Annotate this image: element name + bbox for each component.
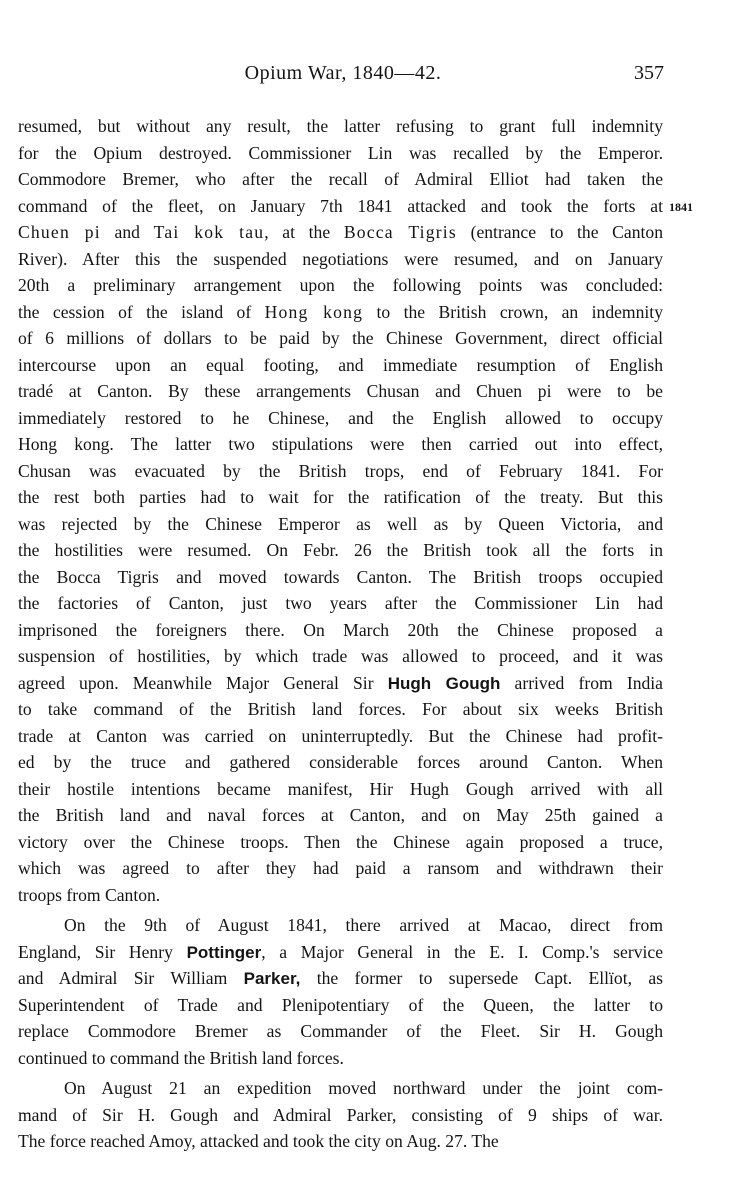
text-run: replace Commodore Bremer as Commander of the Fleet. Sir H. Gough [18,1021,663,1041]
text-run: England, Sir Henry [18,941,187,962]
text-line [18,272,663,299]
text-line [18,299,663,326]
text-line [18,882,663,909]
text-run: and [100,222,154,242]
text-run: continued to command the British land forces. [18,1047,344,1068]
spaced-place-name: Chuen pi [18,222,101,242]
text-run: the rest both parties had to wait for the ratification of the treaty. But this [18,487,663,507]
text-line [18,749,663,776]
text-run: Chusan was evacuated by the British trops, end of February 1841. For [18,460,663,481]
text-run: Superintendent of Trade and Plenipotentiary of the Queen, the latter to [18,994,663,1015]
text-run: the cession of the island of [18,301,265,322]
text-run: imprisoned the foreigners there. On March 20th the Chinese proposed a [18,619,663,640]
text-line [18,246,663,273]
text-run: the former to supersede Capt. Ellïot, as [300,968,663,988]
text-line [18,590,663,617]
text-run: to the British crown, an indemnity [363,301,663,322]
emphasized-name: Pottinger [186,942,262,962]
text-run: the factories of Canton, just two years after the Commissioner Lin had [18,593,663,613]
text-line [18,696,663,723]
text-line [18,829,663,856]
text-run: (entrance to the Canton [456,222,664,242]
emphasized-name: Parker, [243,969,301,988]
text-run: the hostilities were resumed. On Febr. 26 the British took all the forts in [18,540,663,560]
body-text [18,113,663,1155]
text-line [18,113,663,140]
text-line [18,1018,663,1045]
text-run: trade at Canton was carried on uninterruptedly. But the Chinese had profit- [18,725,663,746]
text-run: which was agreed to after they had paid a ransom and withdrawn their [18,858,663,878]
text-line [18,939,663,966]
text-line [18,1045,663,1072]
text-run: On August 21 an expedition moved northward under the joint com- [64,1078,663,1098]
text-run: arrived from India [500,672,663,693]
text-run: agreed upon. Meanwhile Major General Sir [18,672,388,693]
text-run: the Bocca Tigris and moved towards Canton. The British troops occupied [18,566,663,587]
running-title: Opium War, 1840—42. [244,62,442,84]
text-run: and Admiral Sir William [18,968,244,988]
text-run: the British land and naval forces at Canton, and on May 25th gained a [18,805,663,825]
text-line [18,802,663,829]
text-line [18,617,663,644]
text-line [18,352,663,379]
text-run: resumed, but without any result, the latter refusing to grant full indemnity [18,116,663,136]
text-line [18,965,663,992]
text-line [18,193,663,220]
spaced-place-name: Tai kok tau [153,222,265,242]
spaced-place-name: Bocca Tigris [343,222,457,242]
text-run: , at the [264,222,344,242]
text-line [18,670,663,697]
text-run: Commodore Bremer, who after the recall of Admiral Elliot had taken the [18,169,663,189]
text-run: immediately restored to he Chinese, and the English allowed to occupy [18,407,663,428]
text-line [18,458,663,485]
margin-year-note: 1841 [669,200,693,214]
text-run: , a Major General in the E. I. Comp.'s service [261,941,664,962]
text-run: their hostile intentions became manifest, Hir Hugh Gough arrived with all [18,778,663,799]
text-run: tradé at Canton. By these arrangements Chusan and Chuen pi were to be [18,381,663,401]
paragraph [18,113,663,908]
text-line [18,378,663,405]
spaced-place-name: Hong kong [264,301,364,322]
text-line [18,723,663,750]
text-line [18,1102,663,1129]
text-run: The force reached Amoy, attacked and took the city on Aug. 27. The [18,1131,499,1151]
text-run: to take command of the British land forces. For about six weeks British [18,699,663,719]
text-run: for the Opium destroyed. Commissioner Lin was recalled by the Emperor. [18,142,663,163]
text-run: was rejected by the Chinese Emperor as well as by Queen Victoria, and [18,513,663,534]
text-run: 20th a preliminary arrangement upon the following points was concluded: [18,275,663,295]
text-run: ed by the truce and gathered considerable forces around Canton. When [18,752,663,772]
text-line [18,431,663,458]
page-number: 357 [634,62,664,84]
text-run: Hong kong. The latter two stipulations were then carried out into effect, [18,434,663,454]
text-line [18,537,663,564]
text-line [18,776,663,803]
text-run: On the 9th of August 1841, there arrived at Macao, direct from [64,915,663,935]
text-line [18,912,663,939]
text-run: troops from Canton. [18,884,161,905]
text-line [18,1128,663,1155]
text-line [18,1075,663,1102]
text-line [18,992,663,1019]
paragraph [18,1075,663,1155]
paragraph [18,912,663,1071]
text-line [18,511,663,538]
text-line [18,219,663,246]
text-run: victory over the Chinese troops. Then the Chinese again proposed a truce, [18,831,663,852]
text-line [18,564,663,591]
text-run: intercourse upon an equal footing, and immediate resumption of English [18,354,663,375]
emphasized-name: Hugh Gough [387,673,501,693]
text-run: River). After this the suspended negotiations were resumed, and on January [18,248,663,269]
text-line [18,166,663,193]
text-line [18,484,663,511]
text-line [18,855,663,882]
text-run: mand of Sir H. Gough and Admiral Parker, consisting of 9 ships of war. [18,1104,663,1125]
text-line [18,325,663,352]
text-line [18,405,663,432]
text-line [18,140,663,167]
text-run: suspension of hostilities, by which trade was allowed to proceed, and it was [18,646,663,666]
text-line [18,643,663,670]
text-run: command of the fleet, on January 7th 1841 attacked and took the forts at [18,195,663,216]
running-head [18,60,668,90]
text-run: of 6 millions of dollars to be paid by the Chinese Government, direct official [18,328,663,348]
